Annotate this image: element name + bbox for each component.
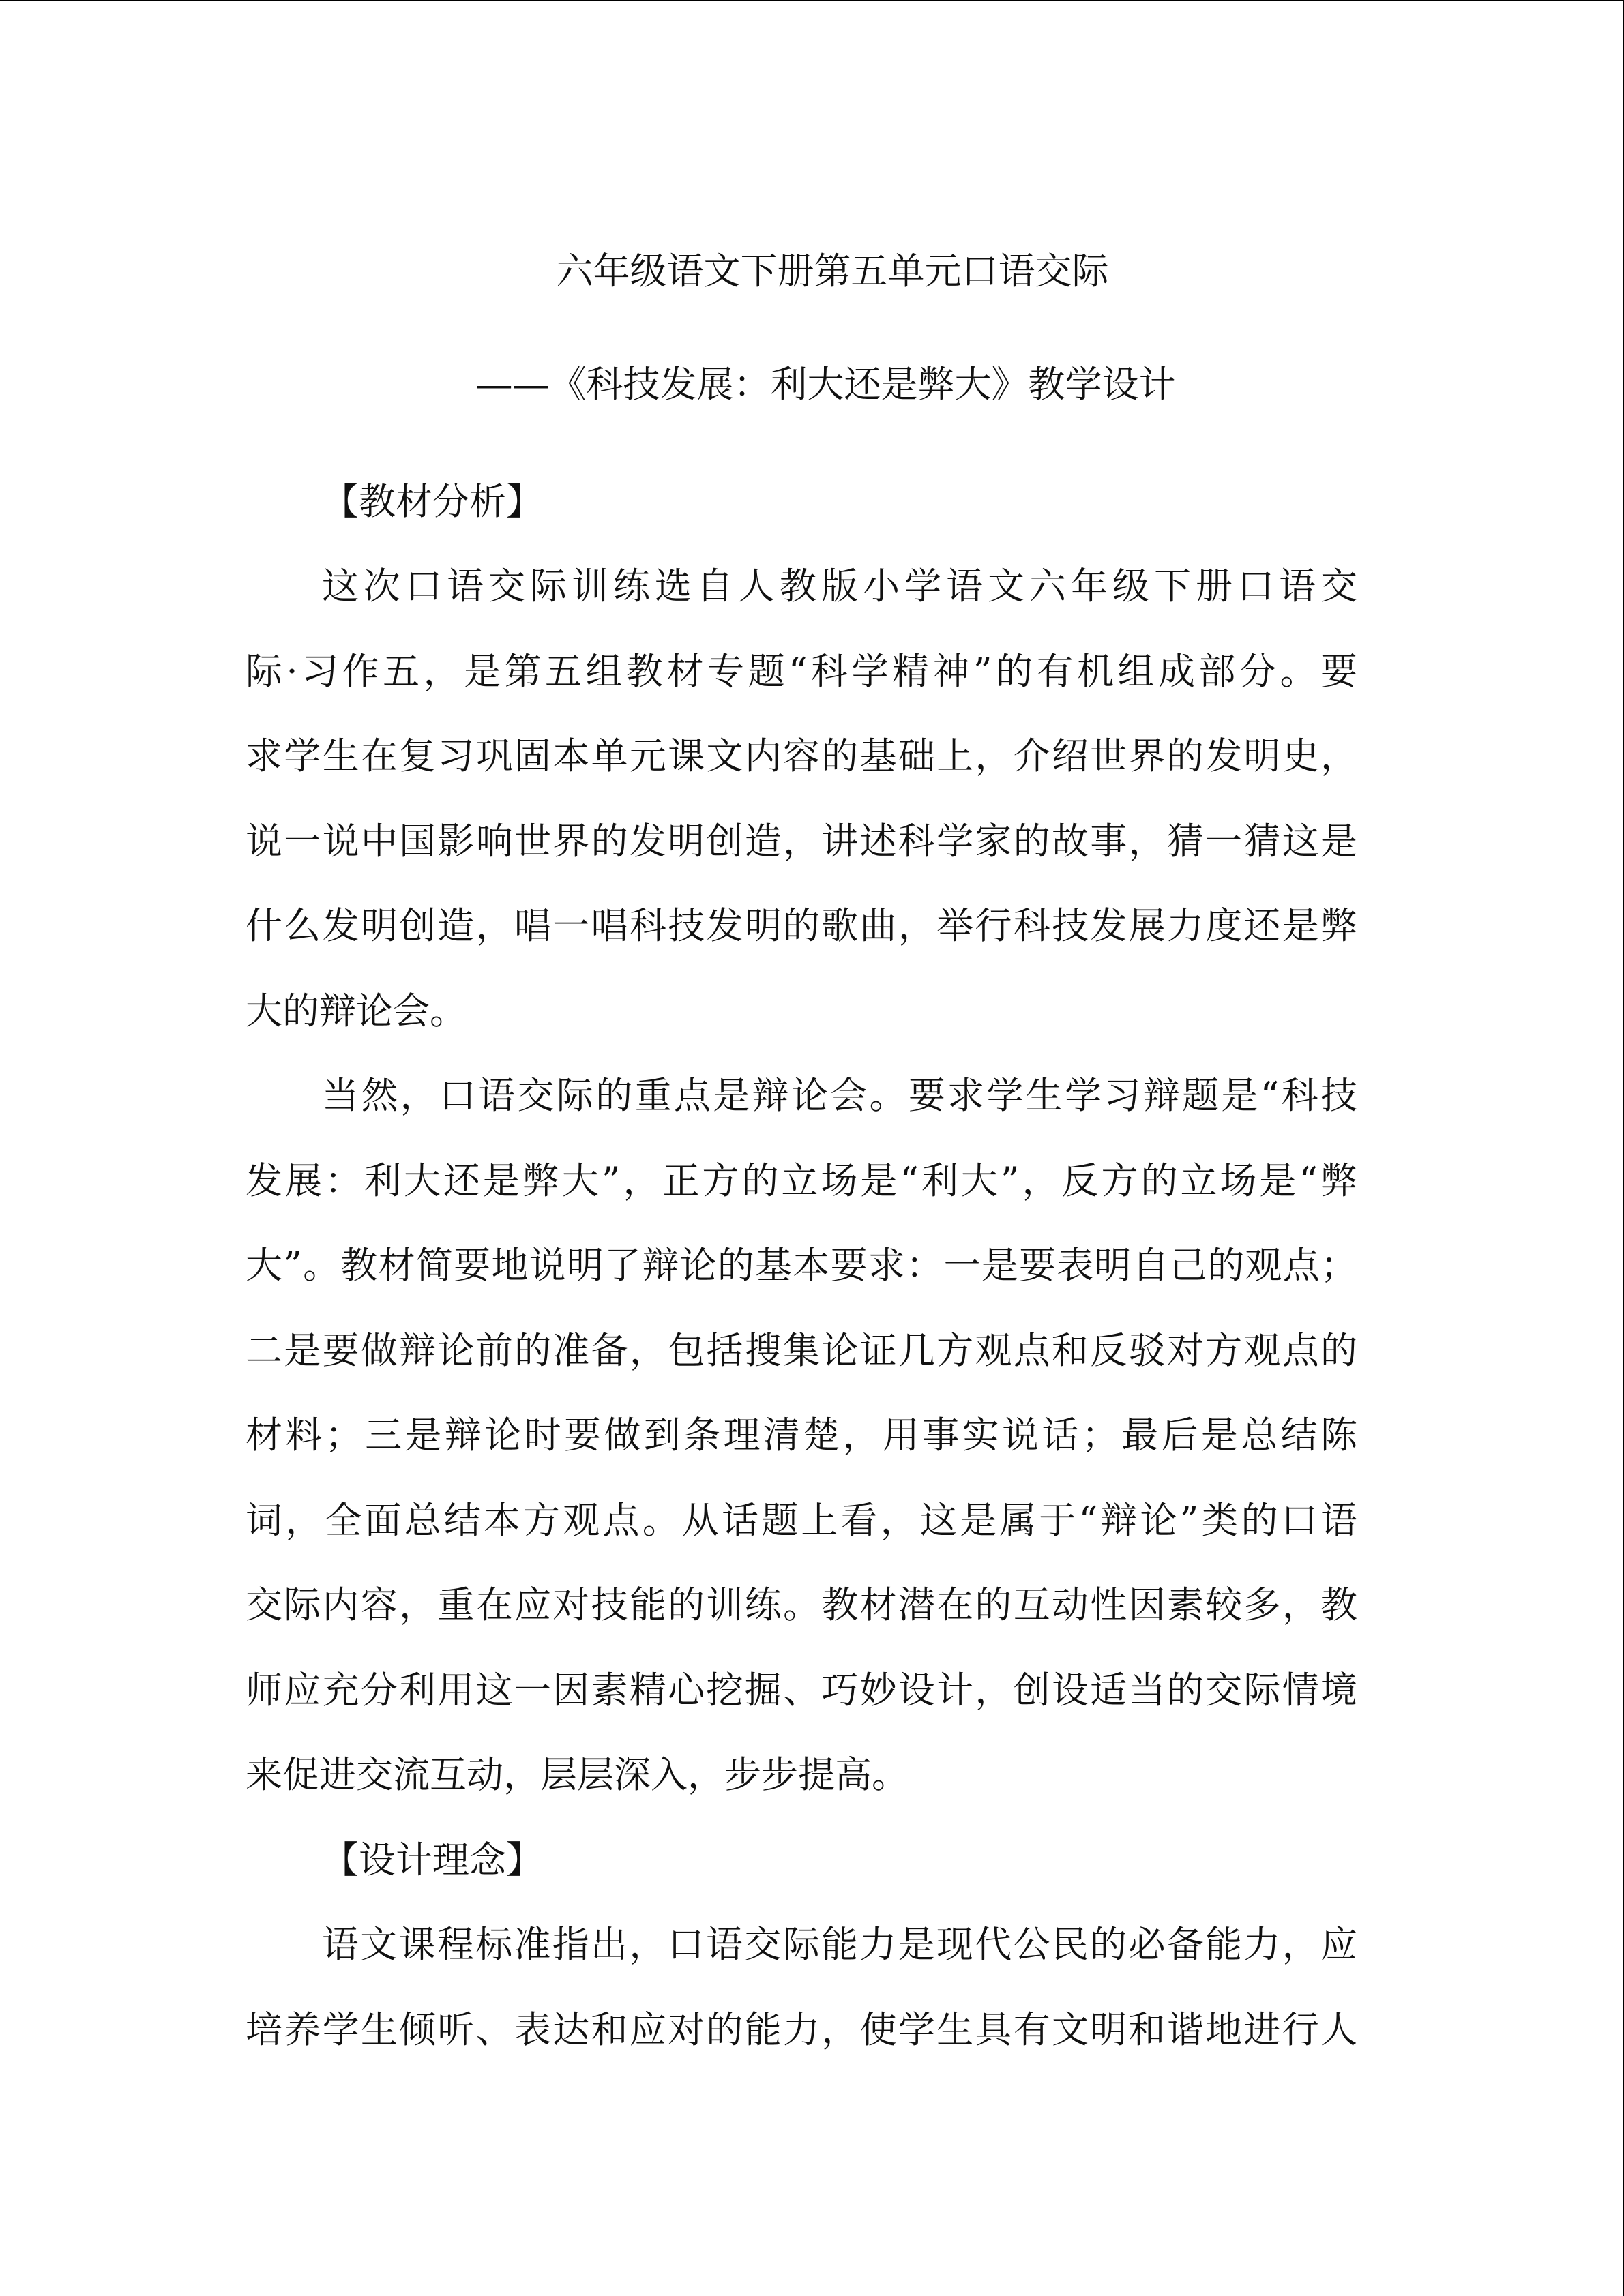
paragraph-line: 发展：利大还是弊大”，正方的立场是“利大”，反方的立场是“弊 [246,1159,1357,1202]
paragraph-line: 培养学生倾听、表达和应对的能力，使学生具有文明和谐地进行人 [246,2008,1357,2051]
section-heading-design-concept: 【设计理念】 [322,1838,543,1881]
paragraph-line: 二是要做辩论前的准备，包括搜集论证几方观点和反驳对方观点的 [246,1329,1357,1372]
paragraph-line: 来促进交流互动，层层深入，步步提高。 [246,1753,909,1796]
paragraph-line: 说一说中国影响世界的发明创造，讲述科学家的故事，猜一猜这是 [246,820,1357,863]
paragraph-line: 材料；三是辩论时要做到条理清楚，用事实说话；最后是总结陈 [246,1414,1357,1457]
paragraph-line: 什么发明创造，唱一唱科技发明的歌曲，举行科技发展力度还是弊 [246,904,1357,947]
document-title: 六年级语文下册第五单元口语交际 [556,250,1109,293]
paragraph-line: 交际内容，重在应对技能的训练。教材潜在的互动性因素较多，教 [246,1583,1357,1626]
section-heading-material-analysis: 【教材分析】 [322,480,543,523]
paragraph-line: 这次口语交际训练选自人教版小学语文六年级下册口语交 [322,565,1357,608]
paragraph-line: 师应充分利用这一因素精心挖掘、巧妙设计，创设适当的交际情境 [246,1669,1357,1712]
paragraph-line: 大”。教材简要地说明了辩论的基本要求：一是要表明自己的观点； [246,1244,1357,1287]
paragraph-line: 词，全面总结本方观点。从话题上看，这是属于“辩论”类的口语 [246,1499,1357,1542]
paragraph-line: 当然，口语交际的重点是辩论会。要求学生学习辩题是“科技 [322,1074,1357,1117]
paragraph-line: 语文课程标准指出，口语交际能力是现代公民的必备能力，应 [322,1923,1357,1966]
paragraph-line: 大的辩论会。 [246,989,467,1032]
paragraph-line: 际·习作五，是第五组教材专题“科学精神”的有机组成部分。要 [246,650,1357,693]
paragraph-line: 求学生在复习巩固本单元课文内容的基础上，介绍世界的发明史， [246,734,1357,777]
document-subtitle: ——《科技发展：利大还是弊大》教学设计 [475,363,1176,406]
